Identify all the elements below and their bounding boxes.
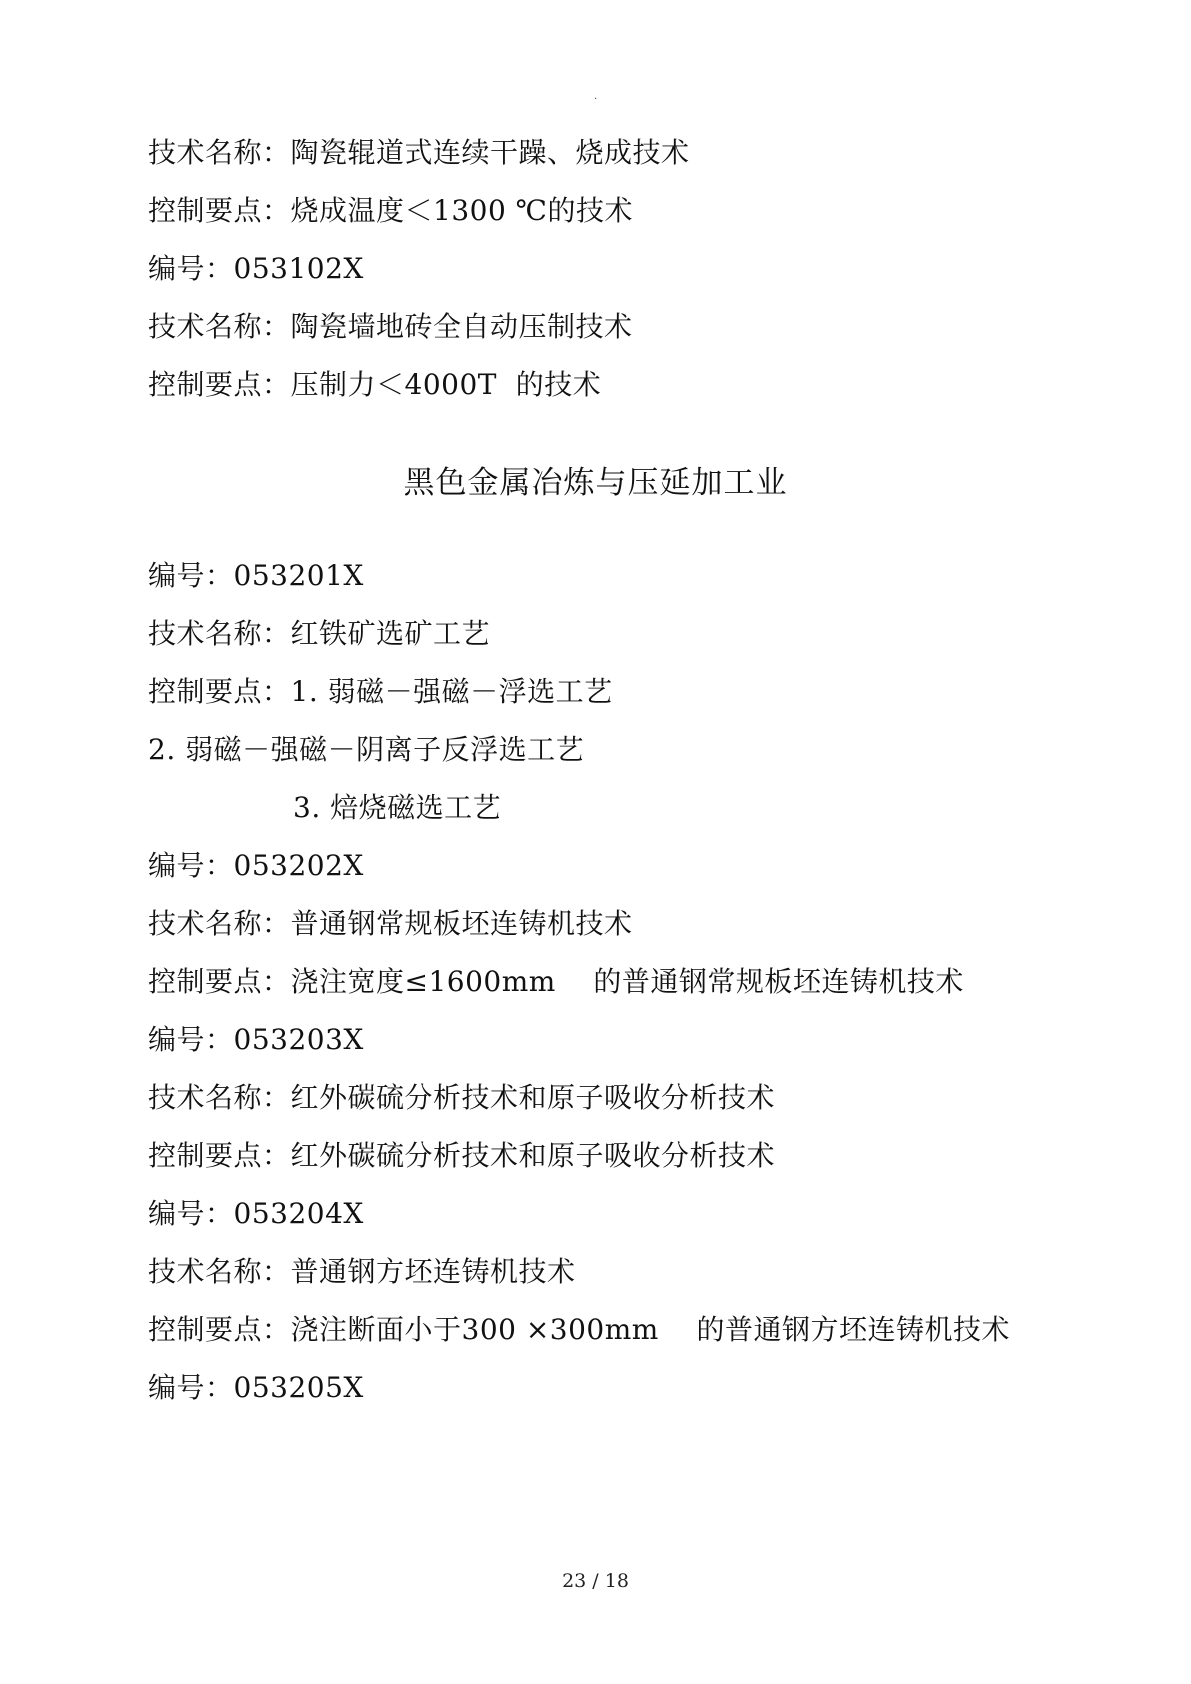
- text-line: 编号：053202X: [148, 849, 364, 882]
- page-number: 23 / 18: [562, 1570, 629, 1592]
- text-line: 控制要点：浇注宽度≤1600mm 的普通钢常规板坯连铸机技术: [148, 965, 964, 998]
- text-line: 编号：053204X: [148, 1197, 364, 1230]
- text-line: 控制要点：浇注断面小于300 ×300mm 的普通钢方坯连铸机技术: [148, 1313, 1010, 1346]
- header-mark: .: [594, 91, 598, 102]
- text-line: 编号：053205X: [148, 1371, 364, 1404]
- text-line: 编号：053102X: [148, 252, 364, 285]
- text-line: 控制要点：烧成温度＜1300 ℃的技术: [148, 194, 633, 227]
- text-line: 编号：053201X: [148, 559, 364, 592]
- text-line: 2. 弱磁－强磁－阴离子反浮选工艺: [148, 733, 585, 766]
- text-line: 3. 焙烧磁选工艺: [293, 791, 502, 824]
- text-line: 技术名称：红铁矿选矿工艺: [148, 617, 491, 650]
- text-line: 技术名称：普通钢方坯连铸机技术: [148, 1255, 576, 1288]
- text-line: 技术名称：普通钢常规板坯连铸机技术: [148, 907, 633, 940]
- text-line: 控制要点：压制力＜4000T 的技术: [148, 368, 602, 401]
- text-line: 技术名称：陶瓷墙地砖全自动压制技术: [148, 310, 633, 343]
- text-line: 控制要点：红外碳硫分析技术和原子吸收分析技术: [148, 1139, 776, 1172]
- text-line: 控制要点：1. 弱磁－强磁－浮选工艺: [148, 675, 613, 708]
- text-line: 技术名称：红外碳硫分析技术和原子吸收分析技术: [148, 1081, 776, 1114]
- text-line: 编号：053203X: [148, 1023, 364, 1056]
- text-line: 技术名称：陶瓷辊道式连续干躁、烧成技术: [148, 136, 690, 169]
- section-heading: 黑色金属冶炼与压延加工业: [403, 465, 788, 501]
